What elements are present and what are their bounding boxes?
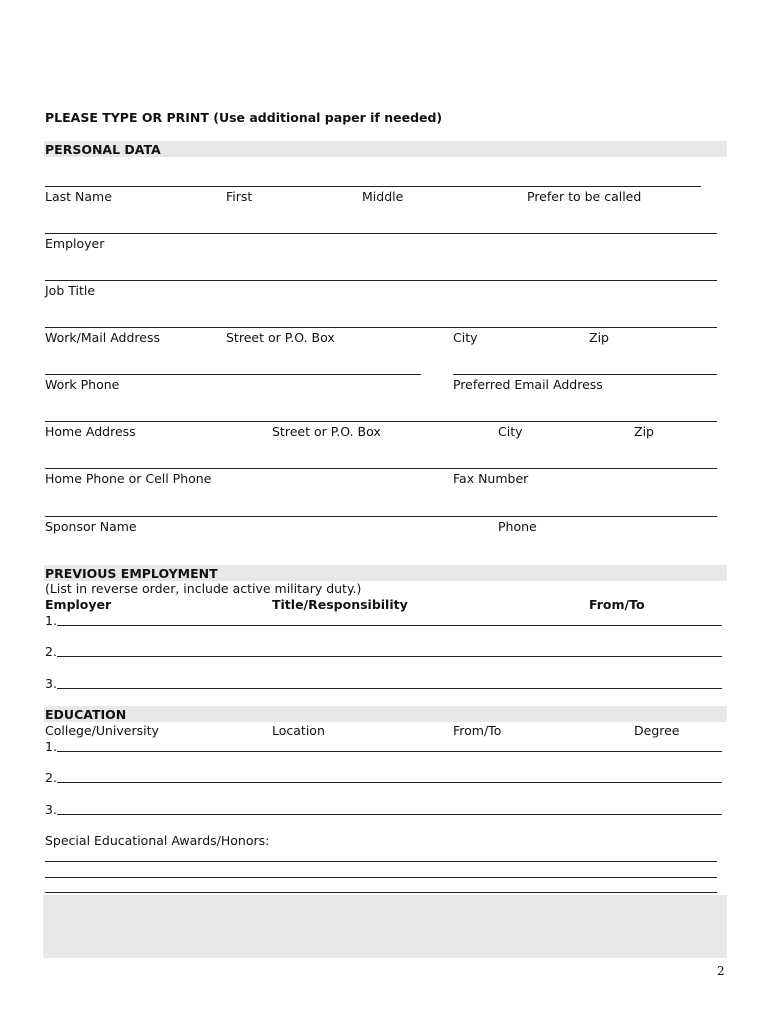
job-title-label: Job Title [45,283,96,298]
row-line [57,688,722,689]
personal-data-header: PERSONAL DATA [45,142,161,157]
row-number: 3. [45,802,57,817]
employment-row-3[interactable] [45,676,722,692]
first-name-label: First [226,189,253,204]
employer-label: Employer [45,236,105,251]
pref-email-label: Preferred Email Address [453,377,603,392]
row-number: 3. [45,676,57,691]
awards-line-2[interactable] [45,877,717,878]
row-line [57,814,722,815]
employment-col-employer: Employer [45,597,112,612]
pref-email-line[interactable] [453,374,717,375]
education-col-degree: Degree [634,723,680,738]
work-city-label: City [453,330,478,345]
education-header: EDUCATION [45,707,127,722]
middle-name-label: Middle [362,189,404,204]
home-address-label: Home Address [45,424,136,439]
work-address-line[interactable] [45,327,717,328]
awards-label: Special Educational Awards/Honors: [45,833,270,848]
education-row-3[interactable] [45,802,722,818]
employment-row-1[interactable] [45,613,722,629]
awards-line-3[interactable] [45,892,717,893]
employment-header: PREVIOUS EMPLOYMENT [45,566,218,581]
work-phone-line[interactable] [45,374,421,375]
row-number: 2. [45,770,57,785]
home-phone-line[interactable] [45,468,717,469]
employment-col-from-to: From/To [589,597,645,612]
prefer-name-label: Prefer to be called [527,189,642,204]
education-col-from-to: From/To [453,723,502,738]
awards-line-1[interactable] [45,861,717,862]
employment-note: (List in reverse order, include active military duty.) [45,581,362,596]
education-col-location: Location [272,723,325,738]
work-street-label: Street or P.O. Box [226,330,335,345]
work-phone-label: Work Phone [45,377,120,392]
name-line[interactable] [45,186,701,187]
education-row-2[interactable] [45,770,722,786]
page-number: 2 [717,964,725,978]
home-phone-label: Home Phone or Cell Phone [45,471,212,486]
row-number: 2. [45,644,57,659]
row-number: 1. [45,613,57,628]
employment-col-title: Title/Responsibility [272,597,408,612]
row-line [57,656,722,657]
work-zip-label: Zip [589,330,609,345]
sponsor-phone-label: Phone [498,519,537,534]
education-band [44,706,727,722]
instructions: PLEASE TYPE OR PRINT (Use additional paper if needed) [45,110,443,125]
employment-row-2[interactable] [45,644,722,660]
sponsor-line[interactable] [45,516,717,517]
home-street-label: Street or P.O. Box [272,424,381,439]
row-line [57,782,722,783]
fax-label: Fax Number [453,471,529,486]
row-line [57,751,722,752]
employer-line[interactable] [45,233,717,234]
shaded-block [43,895,727,958]
row-line [57,625,722,626]
row-number: 1. [45,739,57,754]
work-address-label: Work/Mail Address [45,330,161,345]
home-city-label: City [498,424,523,439]
education-col-college: College/University [45,723,159,738]
last-name-label: Last Name [45,189,112,204]
education-row-1[interactable] [45,739,722,755]
job-title-line[interactable] [45,280,717,281]
home-address-line[interactable] [45,421,717,422]
home-zip-label: Zip [634,424,654,439]
sponsor-label: Sponsor Name [45,519,137,534]
